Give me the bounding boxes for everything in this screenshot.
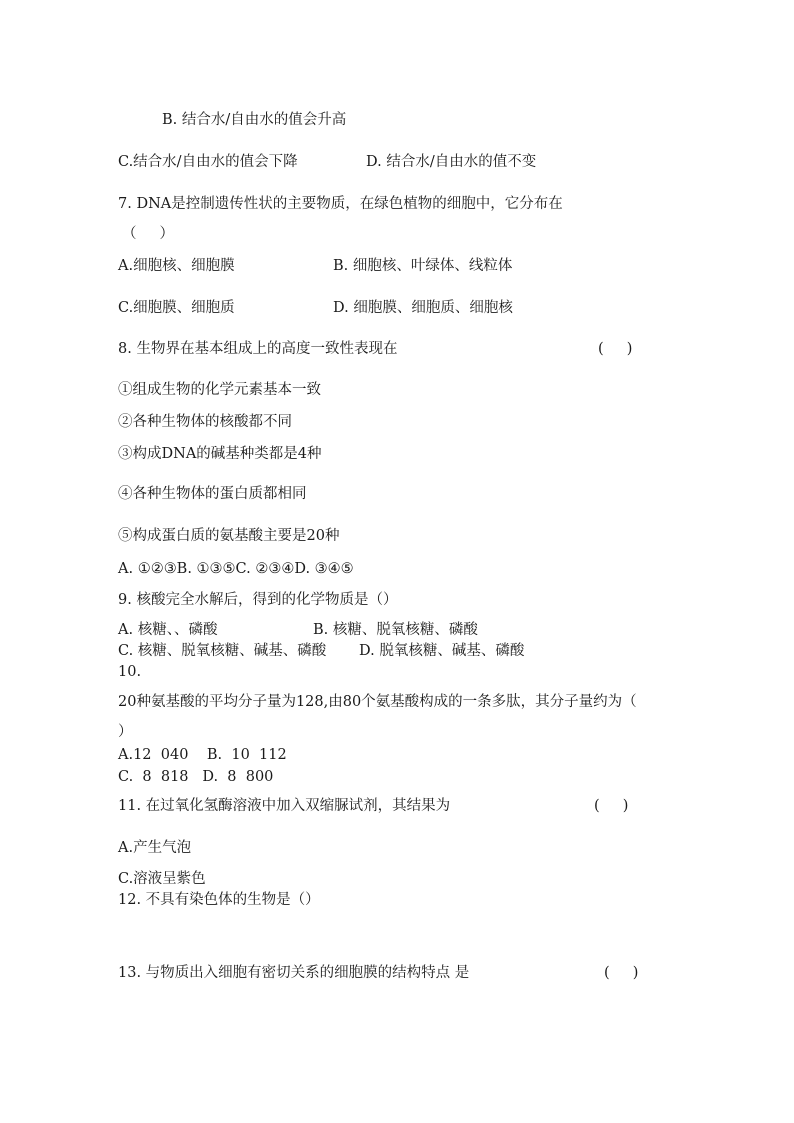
q8-item-1: ①组成生物的化学元素基本一致 <box>118 382 321 398</box>
q11-option-a: A.产生气泡 <box>118 840 192 856</box>
q9-option-d: D. 脱氧核糖、碱基、磷酸 <box>359 643 525 659</box>
q6-option-c: C.结合水/自由水的值会下降 <box>118 154 298 170</box>
q9-option-c: C. 核糖、脱氧核糖、碱基、磷酸 <box>118 643 327 659</box>
q8-item-3: ③构成DNA的碱基种类都是4种 <box>118 446 322 462</box>
q7-option-d: D. 细胞膜、细胞质、细胞核 <box>333 300 513 316</box>
q7-option-c: C.细胞膜、细胞质 <box>118 300 235 316</box>
q8-item-4: ④各种生物体的蛋白质都相同 <box>118 486 307 502</box>
q8-answer-paren: ( ) <box>598 341 633 357</box>
q11-stem: 11. 在过氧化氢酶溶液中加入双缩脲试剂，其结果为 <box>118 798 451 814</box>
q10-options-ab: A.12 040 B. 10 112 <box>118 747 287 763</box>
q9-option-a: A. 核糖、、磷酸 <box>118 622 218 638</box>
q8-stem: 8. 生物界在基本组成上的高度一致性表现在 <box>118 341 398 357</box>
q12-stem: 12. 不具有染色体的生物是（） <box>118 892 320 908</box>
q8-item-2: ②各种生物体的核酸都不同 <box>118 414 292 430</box>
q11-answer-paren: ( ) <box>594 798 629 814</box>
q6-option-b: B. 结合水/自由水的值会升高 <box>162 112 347 128</box>
q7-option-b: B. 细胞核、叶绿体、线粒体 <box>333 258 513 274</box>
q10-number: 10. <box>118 664 142 680</box>
q6-option-d: D. 结合水/自由水的值不变 <box>366 154 537 170</box>
q10-stem: 20种氨基酸的平均分子量为128,由80个氨基酸构成的一条多肽，其分子量约为（ <box>118 694 637 710</box>
q8-item-5: ⑤构成蛋白质的氨基酸主要是20种 <box>118 528 340 544</box>
q11-option-c: C.溶液呈紫色 <box>118 871 206 887</box>
q9-option-b: B. 核糖、脱氧核糖、磷酸 <box>313 622 478 638</box>
q8-options: A. ①②③B. ①③⑤C. ②③④D. ③④⑤ <box>118 561 354 577</box>
q9-stem: 9. 核酸完全水解后，得到的化学物质是（） <box>118 592 398 608</box>
q7-option-a: A.细胞核、细胞膜 <box>118 258 235 274</box>
q7-answer-paren: （ ） <box>122 226 175 242</box>
q10-options-cd: C. 8 818 D. 8 800 <box>118 769 274 785</box>
q7-stem: 7. DNA是控制遗传性状的主要物质，在绿色植物的细胞中，它分布在 <box>118 196 563 212</box>
q13-answer-paren: ( ) <box>604 965 639 981</box>
q10-stem-end: ） <box>118 724 133 740</box>
q13-stem: 13. 与物质出入细胞有密切关系的细胞膜的结构特点 是 <box>118 965 470 981</box>
